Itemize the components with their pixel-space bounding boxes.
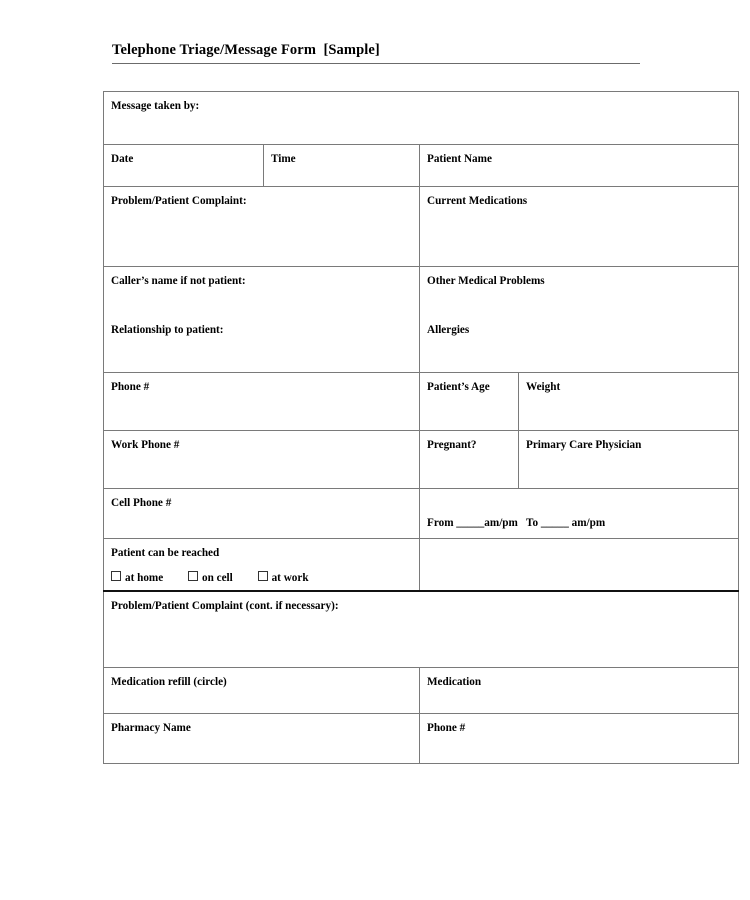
table-row-date-time-patient [104,145,739,187]
label-date: Date [111,153,134,165]
label-caller-name: Caller’s name if not patient: [111,275,246,287]
pregnant-pcp-divider [518,431,519,485]
date-time-divider [263,145,264,183]
telephone-triage-form-table [103,91,739,764]
field-current-medications[interactable] [420,187,739,267]
field-reached-notes[interactable] [420,539,739,592]
label-time: Time [271,153,296,165]
label-problem-complaint: Problem/Patient Complaint: [111,195,247,207]
label-pharmacy-name: Pharmacy Name [111,722,191,734]
field-cell-phone[interactable] [104,489,420,539]
checkbox-label-at-work: at work [271,572,309,584]
label-allergies: Allergies [427,324,470,336]
field-pharmacy-name[interactable] [104,714,420,764]
field-patient-name[interactable] [420,145,739,187]
field-caller-name[interactable] [104,267,420,373]
table-row-caller-other-problems [104,267,739,373]
label-relationship-to-patient: Relationship to patient: [111,324,224,336]
checkbox-option-at-work[interactable] [258,571,309,585]
label-problem-complaint-cont: Problem/Patient Complaint (cont. if necessary): [111,600,339,612]
table-row-workphone-pregnant-pcp [104,431,739,489]
table-row-cellphone-fromto [104,489,739,539]
field-medication[interactable] [420,668,739,714]
field-patient-can-be-reached [104,539,420,592]
checkbox-icon[interactable] [188,571,198,581]
label-weight: Weight [526,381,561,393]
field-time[interactable] [264,145,420,187]
table-row-problem-medications [104,187,739,267]
checkbox-label-on-cell: on cell [202,572,233,584]
table-row-pharmacy [104,714,739,764]
field-phone[interactable] [104,373,420,431]
field-primary-care-physician[interactable] [519,431,739,489]
label-patient-can-be-reached: Patient can be reached [111,547,220,559]
field-pharmacy-phone[interactable] [420,714,739,764]
label-work-phone: Work Phone # [111,439,180,451]
field-date[interactable] [104,145,264,187]
reached-options-group [111,571,419,585]
label-patients-age: Patient’s Age [427,381,490,393]
label-primary-care-physician: Primary Care Physician [526,439,642,451]
table-row-problem-complaint-cont [104,591,739,668]
checkbox-label-at-home: at home [125,572,164,584]
field-message-taken-by[interactable] [104,92,739,145]
label-from-to: From _____am/pm To _____ am/pm [427,517,606,529]
label-patient-name: Patient Name [427,153,492,165]
title-block [112,42,640,64]
field-pregnant[interactable] [420,431,519,489]
label-medication: Medication [427,676,482,688]
field-problem-complaint-cont[interactable] [104,591,739,668]
checkbox-icon[interactable] [258,571,268,581]
field-work-phone[interactable] [104,431,420,489]
label-pharmacy-phone: Phone # [427,722,466,734]
checkbox-option-at-home[interactable] [111,571,163,585]
label-medication-refill: Medication refill (circle) [111,676,227,688]
field-medication-refill[interactable] [104,668,420,714]
title-underline [112,63,640,64]
checkbox-icon[interactable] [111,571,121,581]
page-title: Telephone Triage/Message Form [Sample] [112,42,380,58]
checkbox-option-on-cell[interactable] [188,571,233,585]
label-current-medications: Current Medications [427,195,528,207]
field-other-medical-problems[interactable] [420,267,739,373]
label-cell-phone: Cell Phone # [111,497,172,509]
label-pregnant: Pregnant? [427,439,477,451]
label-message-taken-by: Message taken by: [111,100,200,112]
field-from-to[interactable] [420,489,739,539]
field-problem-complaint[interactable] [104,187,420,267]
table-row-message-taken-by [104,92,739,145]
table-row-phone-age-weight [104,373,739,431]
field-patients-age[interactable] [420,373,519,431]
table-row-medication-refill [104,668,739,714]
label-phone: Phone # [111,381,150,393]
field-weight[interactable] [519,373,739,431]
table-row-patient-can-be-reached [104,539,739,592]
label-other-medical-problems: Other Medical Problems [427,275,545,287]
